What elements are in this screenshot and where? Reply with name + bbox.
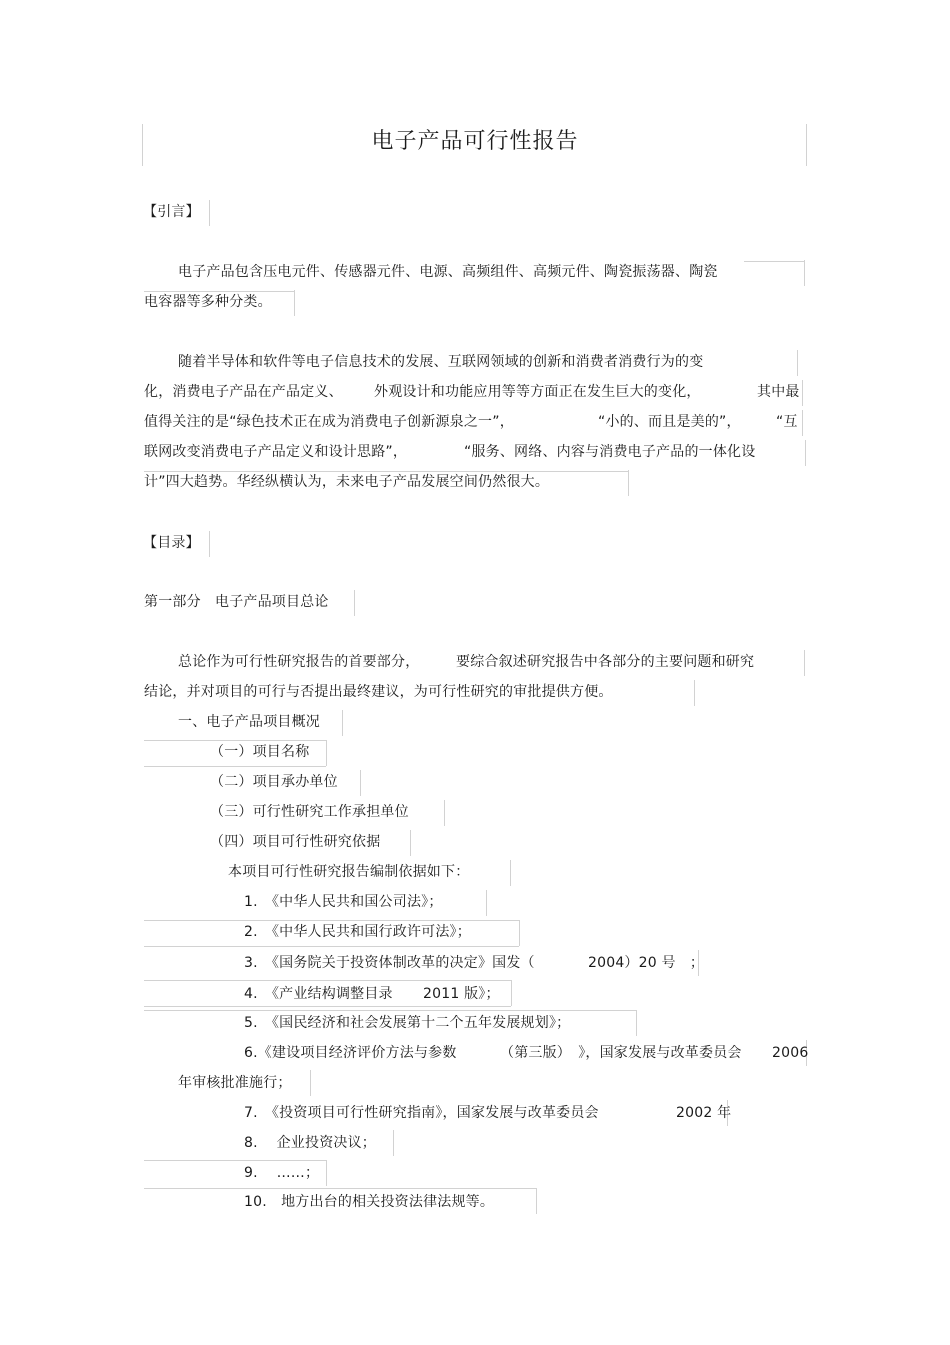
guide-line [144,1010,636,1011]
guide-line [310,1070,311,1096]
basis-item: 年审核批准施行； [178,1075,292,1091]
subsection-heading: （三）可行性研究工作承担单位 [210,804,409,820]
guide-line [802,410,803,436]
guide-line [519,920,520,946]
basis-item: 4. 《产业结构调整目录 [244,986,393,1002]
guide-line [510,860,511,886]
guide-line [802,380,803,406]
intro-paragraph-2-line: “服务、网络、内容与消费电子产品的一体化设 [464,444,756,460]
guide-line [144,1006,511,1007]
section-heading: 一、电子产品项目概况 [178,714,320,730]
guide-line [628,470,629,496]
part1-paragraph-line: 结论，并对项目的可行与否提出最终建议，为可行性研究的审批提供方便。 [144,684,613,700]
basis-item: 2006 [772,1045,809,1061]
guide-line [486,890,487,916]
guide-line [326,740,327,766]
intro-paragraph-2-line: 值得关注的是“绿色技术正在成为消费电子创新源泉之一”， [144,414,514,430]
guide-line [797,350,798,376]
guide-line [444,800,445,826]
basis-item: 7. 《投资项目可行性研究指南》，国家发展与改革委员会 [244,1105,599,1121]
intro-paragraph-2-line: 外观设计和功能应用等等方面正在发生巨大的变化， [374,384,701,400]
guide-line [144,1160,326,1161]
intro-paragraph-2-line: “互 [776,414,798,430]
guide-line [342,710,343,736]
intro-paragraph-2-line: “小的、而且是美的”， [598,414,741,430]
toc-heading: 【目录】 [143,535,200,551]
basis-item: 3. 《国务院关于投资体制改革的决定》国发（ [244,955,535,971]
basis-item: 2002 年 [676,1105,732,1121]
basis-item: （第三版） 》，国家发展与改革委员会 [500,1045,742,1061]
guide-line [536,1188,537,1214]
document-title: 电子产品可行性报告 [371,129,579,154]
part1-paragraph-line: 总论作为可行性研究报告的首要部分， [178,654,420,670]
guide-line [805,440,806,466]
basis-intro: 本项目可行性研究报告编制依据如下： [228,864,470,880]
guide-line [360,770,361,796]
guide-line [511,980,512,1006]
basis-item: 2011 版》； [423,986,500,1002]
basis-item: 6.《建设项目经济评价方法与参数 [244,1045,457,1061]
intro-heading: 【引言】 [143,204,200,220]
basis-item: 5. 《国民经济和社会发展第十二个五年发展规划》； [244,1015,571,1031]
basis-item: 1. 《中华人民共和国公司法》； [244,894,443,910]
basis-item: 10. 地方出台的相关投资法律法规等。 [244,1194,495,1210]
guide-line [636,1010,637,1036]
basis-item: 2. 《中华人民共和国行政许可法》； [244,924,471,940]
guide-line [209,531,210,557]
guide-line [144,766,326,767]
guide-line [326,1160,327,1186]
guide-line [804,260,805,286]
guide-line [294,290,295,316]
intro-paragraph-2-line: 化，消费电子产品在产品定义、 [144,384,343,400]
guide-line [144,920,519,921]
guide-line [393,1130,394,1156]
basis-item: 8. 企业投资决议； [244,1135,377,1151]
guide-line [804,650,805,676]
guide-line [694,680,695,706]
part1-paragraph-line: 要综合叙述研究报告中各部分的主要问题和研究 [456,654,755,670]
guide-line [354,590,355,616]
basis-item: 9. ……； [244,1165,320,1181]
intro-paragraph-2-line: 其中最 [757,384,800,400]
guide-line [144,980,511,981]
guide-line [410,830,411,856]
part1-heading: 第一部分 电子产品项目总论 [144,594,329,610]
subsection-heading: （二）项目承办单位 [210,774,338,790]
guide-line [144,946,519,947]
intro-paragraph-1-line: 电子产品包含压电元件、传感器元件、电源、高频组件、高频元件、陶瓷振荡器、陶瓷 [178,264,718,280]
subsection-heading: （一）项目名称 [210,744,310,760]
intro-paragraph-2-line: 计”四大趋势。华经纵横认为，未来电子产品发展空间仍然很大。 [144,474,550,490]
guide-line [209,200,210,226]
guide-line [144,740,326,741]
basis-item: 2004）20 号 ； [588,955,705,971]
intro-paragraph-2-line: 联网改变消费电子产品定义和设计思路”， [144,444,408,460]
intro-paragraph-2-line: 随着半导体和软件等电子信息技术的发展、互联网领域的创新和消费者消费行为的变 [178,354,704,370]
subsection-heading: （四）项目可行性研究依据 [210,834,381,850]
guide-line [144,1188,536,1189]
intro-paragraph-1-line: 电容器等多种分类。 [144,294,272,310]
guide-line [744,261,804,262]
